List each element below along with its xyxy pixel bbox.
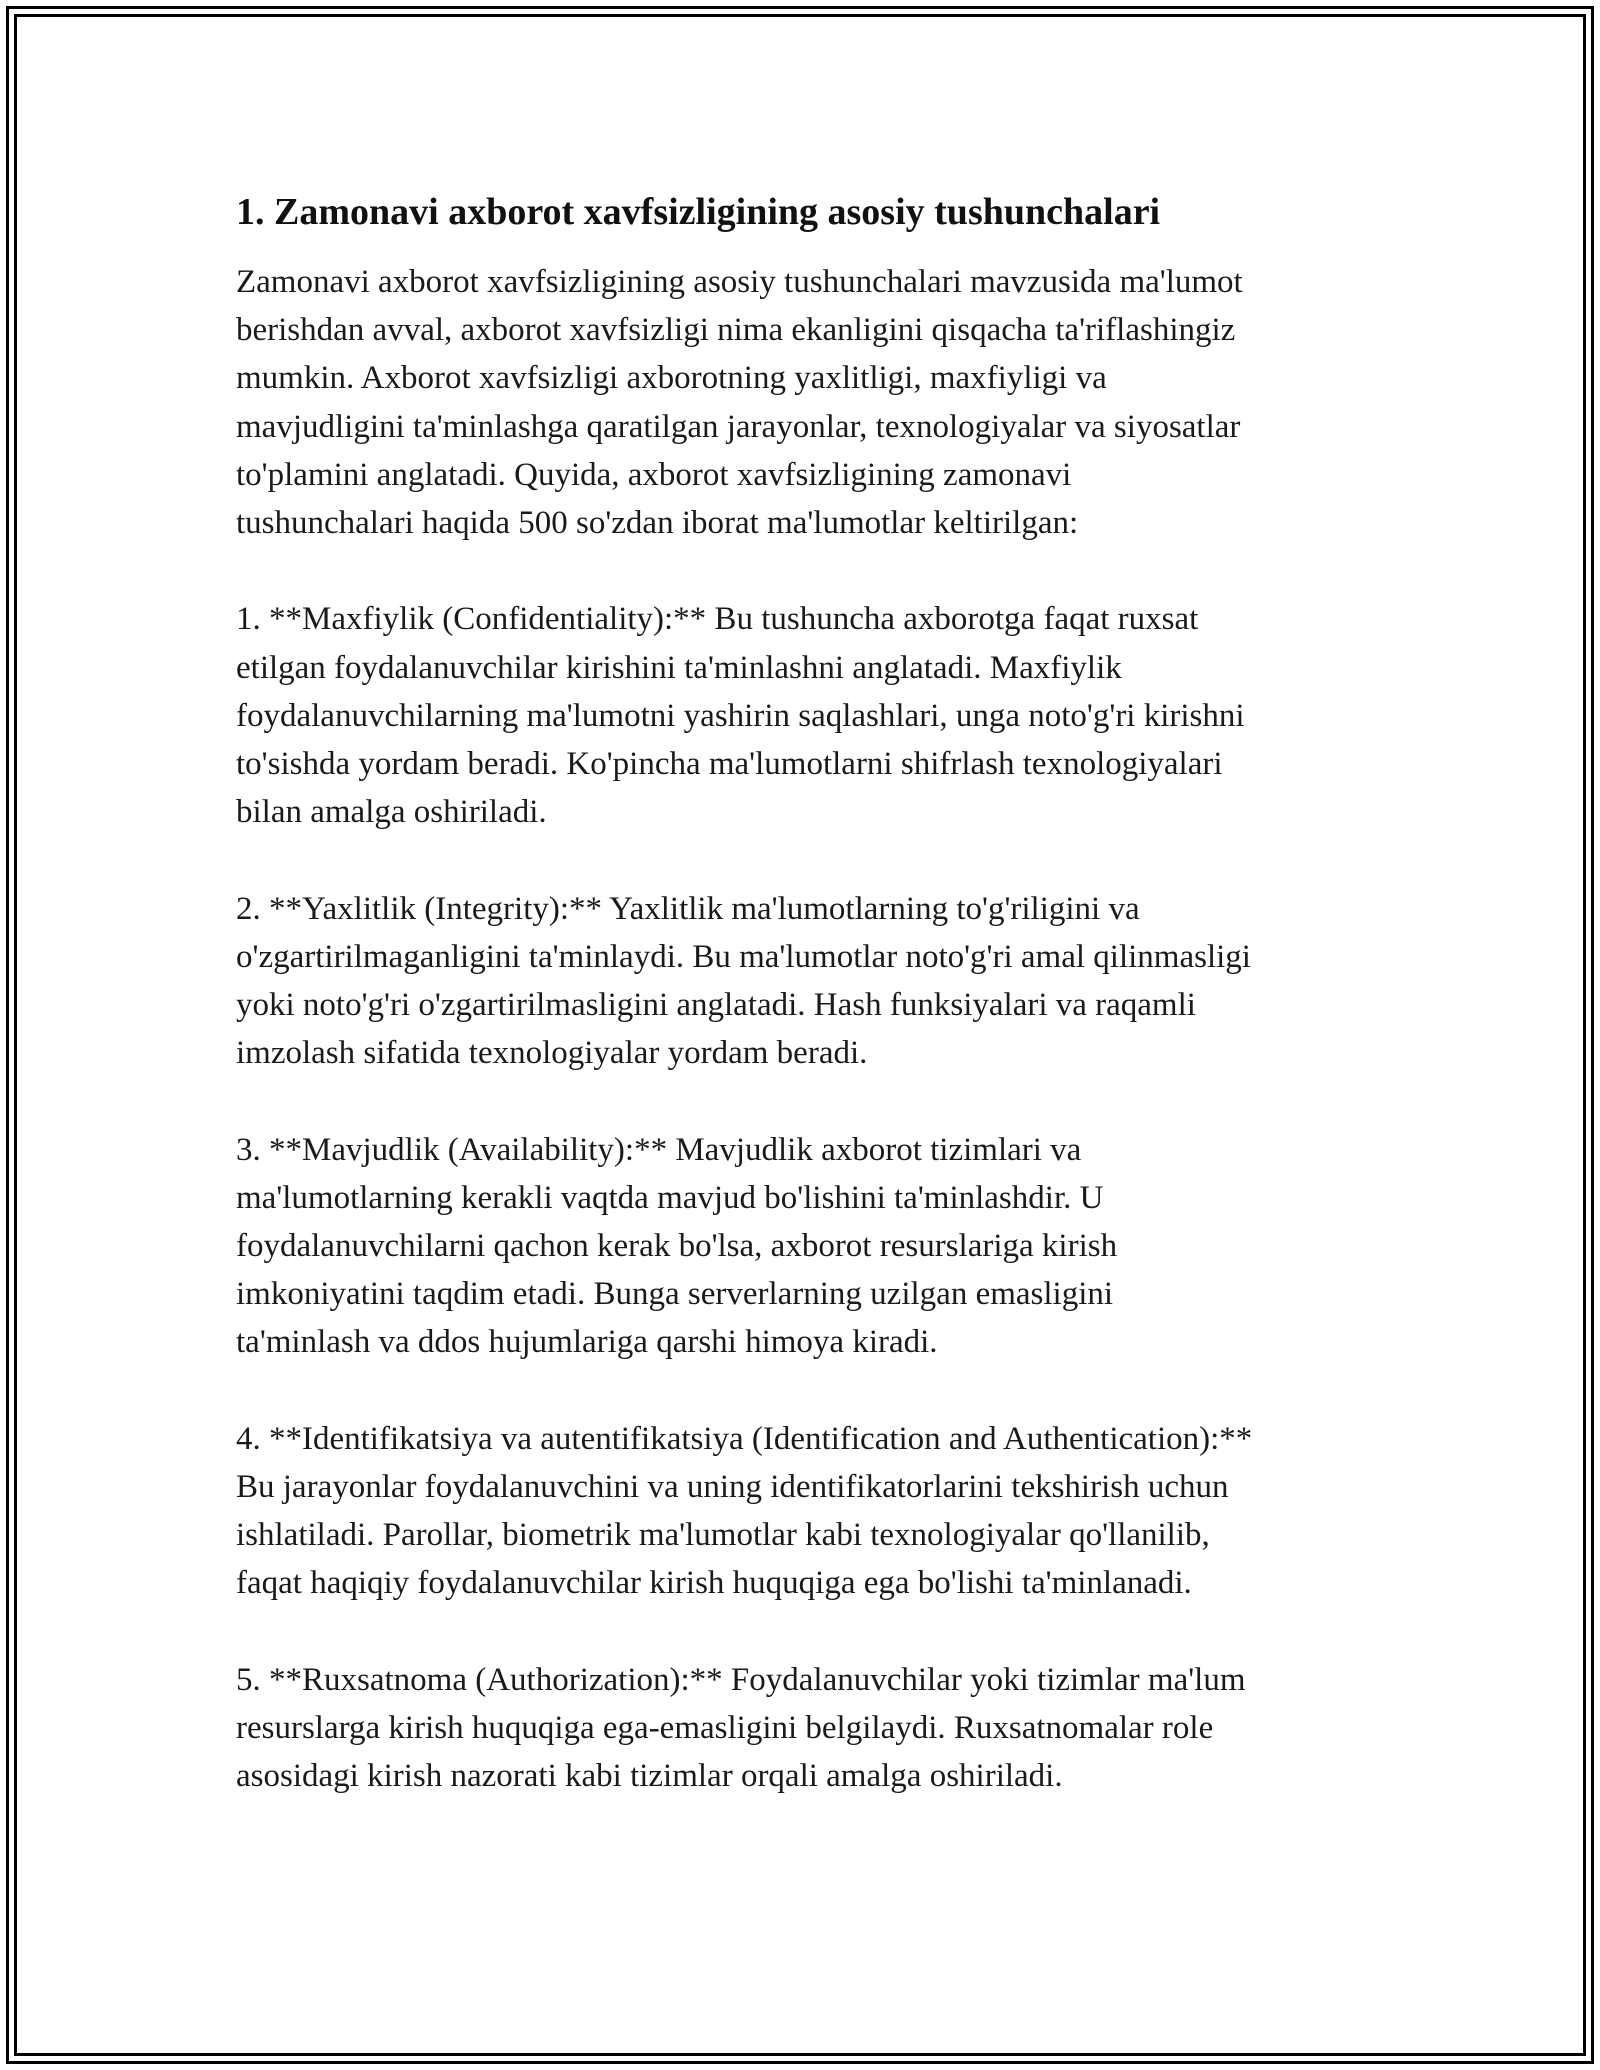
list-item-confidentiality <box>236 595 1376 836</box>
paragraph-line: Bu jarayonlar foydalanuvchini va uning identifikatorlarini tekshirish uchun <box>236 1469 1229 1506</box>
paragraph-line: tushunchalari haqida 500 so'zdan iborat ma'lumotlar keltirilgan: <box>236 505 1079 542</box>
paragraph-line: ma'lumotlarning kerakli vaqtda mavjud bo'lishini ta'minlashdir. U <box>236 1179 1104 1216</box>
list-item-availability <box>236 1126 1376 1367</box>
list-item-integrity <box>236 885 1376 1078</box>
paragraph-line: ta'minlash va ddos hujumlariga qarshi himoya kiradi. <box>236 1324 938 1361</box>
paragraph-line: imzolash sifatida texnologiyalar yordam beradi. <box>236 1035 868 1072</box>
paragraph-line: 3. **Mavjudlik (Availability):** Mavjudlik axborot tizimlari va <box>236 1131 1082 1168</box>
paragraph-line: asosidagi kirish nazorati kabi tizimlar orqali amalga oshiriladi. <box>236 1758 1063 1795</box>
paragraph-line: ishlatiladi. Parollar, biometrik ma'lumotlar kabi texnologiyalar qo'llanilib, <box>236 1517 1210 1554</box>
paragraph-line: berishdan avval, axborot xavfsizligi nima ekanligini qisqacha ta'riflashingiz <box>236 312 1236 349</box>
list-item-authentication <box>236 1415 1376 1608</box>
paragraph-line: faqat haqiqiy foydalanuvchilar kirish huquqiga ega bo'lishi ta'minlanadi. <box>236 1565 1192 1602</box>
paragraph-line: foydalanuvchilarning ma'lumotni yashirin saqlashlari, unga noto'g'ri kirishni <box>236 697 1245 734</box>
intro-paragraph <box>236 258 1376 547</box>
paragraph-line: foydalanuvchilarni qachon kerak bo'lsa, axborot resurslariga kirish <box>236 1228 1118 1265</box>
paragraph-line: 2. **Yaxlitlik (Integrity):** Yaxlitlik ma'lumotlarning to'g'riligini va <box>236 890 1140 927</box>
paragraph-line: 1. **Maxfiylik (Confidentiality):** Bu tushuncha axborotga faqat ruxsat <box>236 601 1199 638</box>
paragraph-line: imkoniyatini taqdim etadi. Bunga serverlarning uzilgan emasligini <box>236 1276 1114 1313</box>
document-body <box>236 186 1376 1849</box>
paragraph-line: yoki noto'g'ri o'zgartirilmasligini anglatadi. Hash funksiyalari va raqamli <box>236 987 1196 1024</box>
paragraph-line: resurslarga kirish huquqiga ega-emasligini belgilaydi. Ruxsatnomalar role <box>236 1710 1214 1747</box>
paragraph-line: 4. **Identifikatsiya va autentifikatsiya (Identification and Authentication):** <box>236 1420 1253 1457</box>
paragraph-line: to'sishda yordam beradi. Ko'pincha ma'lumotlarni shifrlash texnologiyalari <box>236 746 1223 783</box>
paragraph-line: o'zgartirilmaganligini ta'minlaydi. Bu ma'lumotlar noto'g'ri amal qilinmasligi <box>236 938 1251 975</box>
paragraph-line: 5. **Ruxsatnoma (Authorization):** Foydalanuvchilar yoki tizimlar ma'lum <box>236 1661 1246 1698</box>
paragraph-line: Zamonavi axborot xavfsizligining asosiy tushunchalari mavzusida ma'lumot <box>236 264 1243 300</box>
paragraph-line: to'plamini anglatadi. Quyida, axborot xavfsizligining zamonavi <box>236 456 1072 493</box>
paragraph-line: etilgan foydalanuvchilar kirishini ta'minlashni anglatadi. Maxfiylik <box>236 649 1122 686</box>
paragraph-line: bilan amalga oshiriladi. <box>236 794 547 831</box>
list-item-authorization <box>236 1656 1376 1801</box>
paragraph-line: mavjudligini ta'minlashga qaratilgan jarayonlar, texnologiyalar va siyosatlar <box>236 408 1241 445</box>
section-heading: 1. Zamonavi axborot xavfsizligining asosiy tushunchalari <box>236 191 1161 233</box>
paragraph-line: mumkin. Axborot xavfsizligi axborotning yaxlitligi, maxfiyligi va <box>236 360 1107 397</box>
